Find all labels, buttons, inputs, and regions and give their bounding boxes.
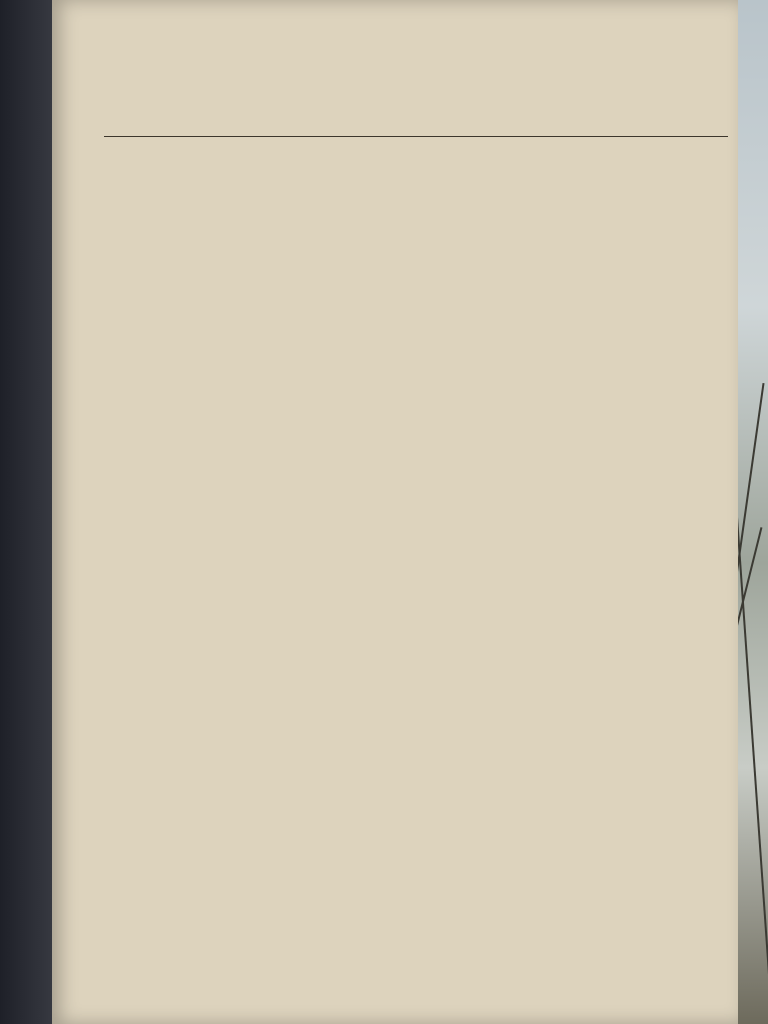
title-rule	[104, 136, 728, 137]
background-edge	[0, 0, 60, 1024]
book-page	[52, 0, 738, 1024]
